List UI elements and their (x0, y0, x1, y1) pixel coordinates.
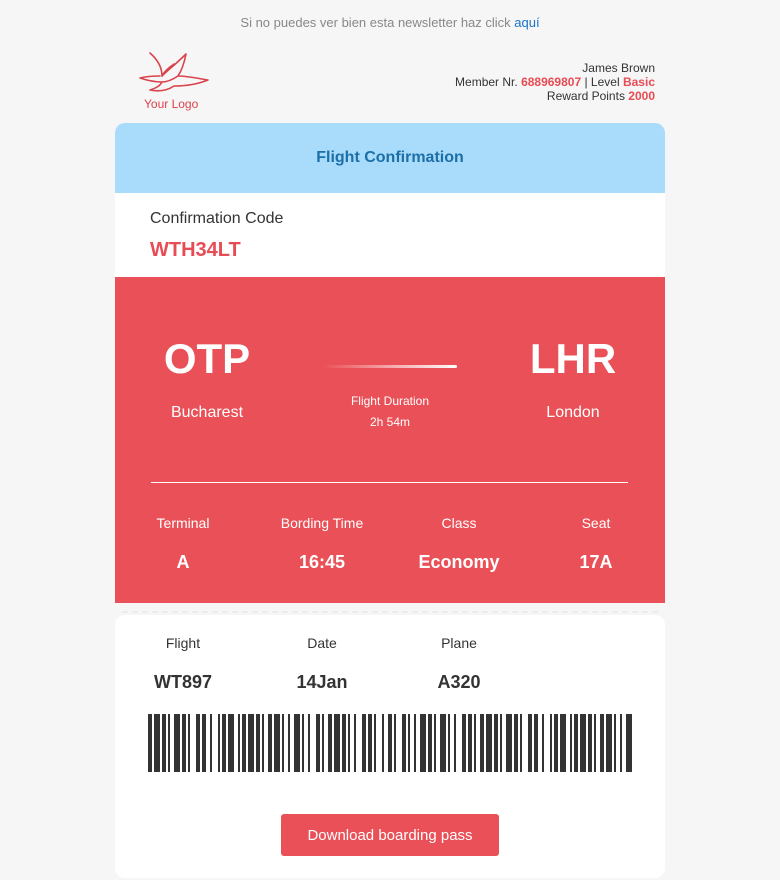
barcode-bar (550, 714, 552, 772)
barcode-bar (402, 714, 406, 772)
barcode-bar (222, 714, 226, 772)
reward-points-line (455, 89, 655, 103)
origin-code: OTP (163, 335, 251, 382)
barcode-bar (288, 714, 290, 772)
info-plane (404, 635, 514, 693)
barcode-bar (468, 714, 472, 772)
barcode-bar (182, 714, 186, 772)
detail-seat (541, 515, 651, 573)
barcode-bar (308, 714, 310, 772)
barcode-bar (274, 714, 280, 772)
member-info (455, 61, 655, 103)
barcode-bar (322, 714, 324, 772)
barcode-bar (302, 714, 304, 772)
info-value: WT897 (153, 672, 213, 692)
detail-class (404, 515, 514, 573)
barcode-bar (342, 714, 346, 772)
barcode-bar (174, 714, 180, 772)
barcode-bar (382, 714, 384, 772)
barcode-bar (228, 714, 234, 772)
preheader-link[interactable]: aquí (514, 15, 540, 30)
barcode-bar (368, 714, 372, 772)
info-label: Date (307, 635, 337, 651)
page-title: Flight Confirmation (316, 149, 464, 166)
barcode-bar (620, 714, 622, 772)
barcode-bar (486, 714, 492, 772)
preheader-text: Si no puedes ver bien esta newsletter haz click (240, 15, 515, 30)
barcode-bar (374, 714, 376, 772)
detail-boarding-time (267, 515, 377, 573)
barcode-bar (600, 714, 604, 772)
barcode-bar (534, 714, 538, 772)
barcode-bar (420, 714, 426, 772)
detail-label: Seat (581, 515, 611, 531)
info-label: Plane (441, 635, 477, 651)
barcode-bar (148, 714, 152, 772)
info-value: A320 (437, 672, 481, 692)
barcode-bar (588, 714, 592, 772)
barcode-bar (162, 714, 166, 772)
barcode-bar (354, 714, 356, 772)
barcode-bar (334, 714, 340, 772)
barcode-bar (574, 714, 578, 772)
barcode-bar (282, 714, 284, 772)
confirmation-label: Confirmation Code (150, 210, 284, 227)
barcode-bar (248, 714, 254, 772)
detail-label: Class (441, 515, 477, 531)
barcode-bar (242, 714, 246, 772)
barcode-bar (268, 714, 272, 772)
member-number: 688969807 (521, 75, 582, 89)
barcode-bar (514, 714, 518, 772)
barcode-bar (168, 714, 170, 772)
barcode-bar (606, 714, 612, 772)
barcode-bar (394, 714, 396, 772)
barcode-bar (434, 714, 436, 772)
barcode-bar (210, 714, 212, 772)
barcode-bar (262, 714, 264, 772)
barcode-bar (256, 714, 260, 772)
barcode-bar (542, 714, 544, 772)
reward-points-label: Reward Points (546, 89, 625, 103)
barcode-bar (238, 714, 240, 772)
barcode-bar (614, 714, 616, 772)
barcode-bar (474, 714, 476, 772)
barcode-bar (440, 714, 446, 772)
detail-terminal (128, 515, 238, 573)
divider (151, 482, 628, 483)
barcode-bar (362, 714, 366, 772)
barcode-bar (348, 714, 350, 772)
barcode-bar (580, 714, 586, 772)
barcode-bar (462, 714, 466, 772)
barcode-bar (428, 714, 432, 772)
duration-value: 2h 54m (369, 415, 411, 429)
destination-code: LHR (529, 335, 617, 382)
destination-city: London (546, 404, 600, 421)
barcode-bar (554, 714, 558, 772)
barcode (148, 714, 632, 772)
detail-value: Economy (418, 552, 500, 572)
barcode-bar (202, 714, 206, 772)
barcode-bar (196, 714, 200, 772)
barcode-bar (500, 714, 502, 772)
flight-route-panel (115, 277, 665, 603)
member-line (455, 75, 655, 89)
detail-label: Terminal (156, 515, 210, 531)
barcode-bar (494, 714, 498, 772)
barcode-bar (560, 714, 566, 772)
barcode-bar (594, 714, 596, 772)
detail-value: 16:45 (298, 552, 346, 572)
barcode-bar (414, 714, 416, 772)
logo-text: Your Logo (144, 97, 199, 111)
detail-label: Bording Time (280, 515, 364, 531)
info-date (267, 635, 377, 693)
perforation-divider (122, 611, 658, 613)
barcode-bar (454, 714, 456, 772)
boarding-pass-section (115, 615, 665, 878)
barcode-bar (188, 714, 190, 772)
confirmation-code: WTH34LT (150, 239, 241, 261)
barcode-bar (480, 714, 484, 772)
preheader (0, 15, 780, 30)
member-level-label: | Level (584, 75, 620, 89)
barcode-bar (316, 714, 320, 772)
barcode-bar (328, 714, 332, 772)
reward-points: 2000 (628, 89, 655, 103)
barcode-bar (294, 714, 300, 772)
info-value: 14Jan (296, 672, 348, 692)
flight-path-line (323, 365, 457, 368)
barcode-bar (448, 714, 450, 772)
info-label: Flight (165, 635, 201, 651)
origin-city: Bucharest (170, 404, 244, 421)
barcode-bar (570, 714, 572, 772)
barcode-bar (388, 714, 392, 772)
confirmation-section (115, 193, 665, 277)
download-boarding-pass-button[interactable]: Download boarding pass (281, 814, 499, 856)
barcode-bar (520, 714, 522, 772)
barcode-bar (154, 714, 160, 772)
barcode-bar (528, 714, 532, 772)
barcode-bar (626, 714, 632, 772)
header-banner (115, 123, 665, 193)
member-name: James Brown (582, 61, 655, 75)
detail-value: A (176, 552, 190, 572)
barcode-bar (506, 714, 512, 772)
duration-label: Flight Duration (350, 394, 430, 408)
member-number-label: Member Nr. (455, 75, 518, 89)
barcode-bar (408, 714, 410, 772)
detail-value: 17A (579, 552, 613, 572)
member-level: Basic (622, 75, 655, 89)
barcode-bar (218, 714, 220, 772)
info-flight (128, 635, 238, 693)
